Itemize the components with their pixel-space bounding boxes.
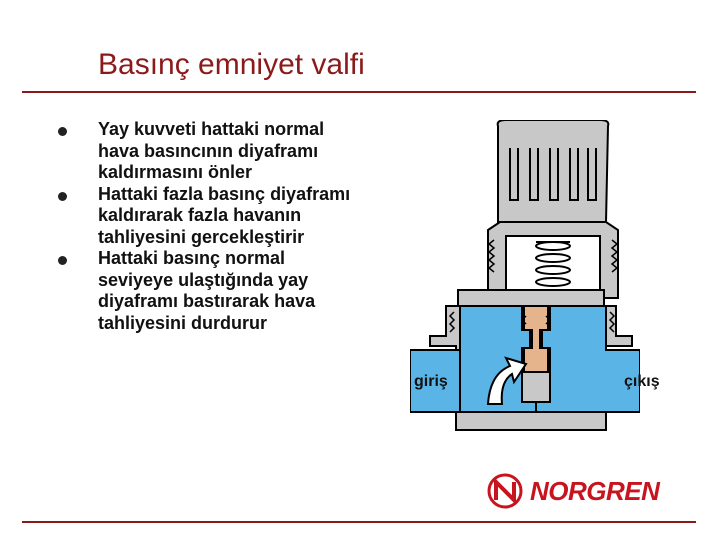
outlet-label: çıkış xyxy=(624,373,660,390)
norgren-logo xyxy=(486,472,659,510)
norgren-emblem-icon xyxy=(486,472,524,510)
bullet-text: Yay kuvveti hattaki normal hava basıncının diyaframı kaldırmasını önler xyxy=(98,119,325,182)
inlet-label: giriş xyxy=(414,373,448,390)
bullet-text: Hattaki fazla basınç diyaframı kaldırarak fazla havanın tahliyesini gercekleştirir xyxy=(98,183,351,247)
bullet-item xyxy=(58,119,358,184)
title-rule xyxy=(22,91,696,93)
bullet-dot-icon xyxy=(58,256,67,265)
adjustment-knob xyxy=(498,120,609,222)
norgren-wordmark: NORGREN xyxy=(530,475,660,506)
bullet-dot-icon xyxy=(58,192,67,201)
bullet-text: Hattaki basınç normal seviyeye ulaştığında yay diyaframı bastırarak hava tahliyesini durdurur xyxy=(98,248,316,333)
bullet-dot-icon xyxy=(58,127,67,136)
bullet-item xyxy=(58,248,358,334)
slide-title: Basınç emniyet valfi xyxy=(98,48,365,81)
bullet-list xyxy=(58,119,358,334)
footer-rule xyxy=(22,521,696,523)
relief-valve-diagram xyxy=(410,120,640,440)
bullet-item xyxy=(58,184,358,249)
